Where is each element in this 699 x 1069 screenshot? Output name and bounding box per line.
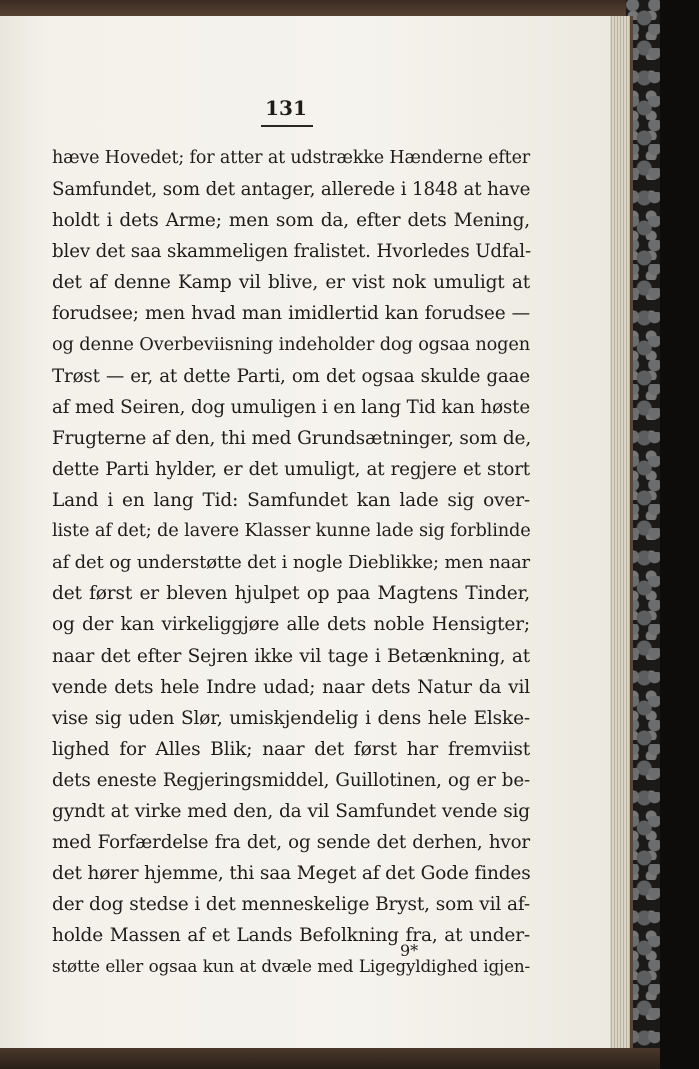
- body-text: [52, 143, 530, 983]
- text-line: forudsee; men hvad man imidlertid kan forudsee —: [52, 303, 530, 325]
- text-line: dette Parti hylder, er det umuligt, at regjere et stort: [52, 458, 530, 480]
- page-number: 131: [265, 96, 307, 120]
- text-line: med Forfærdelse fra det, og sende det derhen, hvor: [52, 832, 530, 854]
- text-line: dets eneste Regjeringsmiddel, Guillotinen, og er be-: [52, 769, 530, 791]
- text-line: af med Seiren, dog umuligen i en lang Tid kan høste: [52, 396, 530, 418]
- text-line: det hører hjemme, thi saa Meget af det Gode findes: [52, 863, 531, 885]
- book-cover-edge: [660, 0, 699, 1069]
- text-line: Trøst — er, at dette Parti, om det ogsaa skulde gaae: [52, 365, 530, 387]
- text-line: naar det efter Sejren ikke vil tage i Betænkning, at: [52, 645, 530, 667]
- text-line: det først er bleven hjulpet op paa Magtens Tinder,: [52, 583, 530, 605]
- text-line: Land i en lang Tid: Samfundet kan lade sig over-: [52, 490, 530, 512]
- text-line: blev det saa skammeligen fralistet. Hvorledes Udfal-: [52, 241, 531, 263]
- text-line: hæve Hovedet; for atter at udstrække Hænderne efter: [52, 148, 530, 168]
- book-binding-bottom: [0, 1048, 660, 1069]
- text-line: og denne Overbeviisning indeholder dog ogsaa nogen: [52, 334, 530, 355]
- text-line: Frugterne af den, thi med Grundsætninger, som de,: [52, 427, 532, 449]
- text-line: vende dets hele Indre udad; naar dets Natur da vil: [52, 676, 530, 698]
- text-line: liste af det; de lavere Klasser kunne lade sig forblinde: [52, 521, 531, 542]
- text-line: vise sig uden Slør, umiskjendelig i dens hele Elske-: [52, 707, 530, 729]
- text-line: holdt i dets Arme; men som da, efter dets Mening,: [52, 210, 530, 232]
- text-line: der dog stedse i det menneskelige Bryst, som vil af-: [52, 894, 530, 916]
- page-number-rule: [261, 125, 313, 127]
- text-line: støtte eller ogsaa kun at dvæle med Ligegyldighed igjen-: [52, 956, 530, 977]
- text-line: det af denne Kamp vil blive, er vist nok umuligt at: [52, 272, 530, 294]
- text-line: og der kan virkeliggjøre alle dets noble Hensigter;: [52, 614, 530, 636]
- signature-mark: 9*: [400, 941, 419, 960]
- text-line: holde Massen af et Lands Befolkning fra, at under-: [52, 925, 530, 947]
- page-edges: [606, 16, 633, 1050]
- text-line: Samfundet, som det antager, allerede i 1848 at have: [52, 179, 531, 201]
- text-line: af det og understøtte det i nogle Dieblikke; men naar: [52, 552, 531, 574]
- text-line: lighed for Alles Blik; naar det først har fremviist: [52, 738, 530, 760]
- text-line: gyndt at virke med den, da vil Samfundet vende sig: [52, 800, 530, 822]
